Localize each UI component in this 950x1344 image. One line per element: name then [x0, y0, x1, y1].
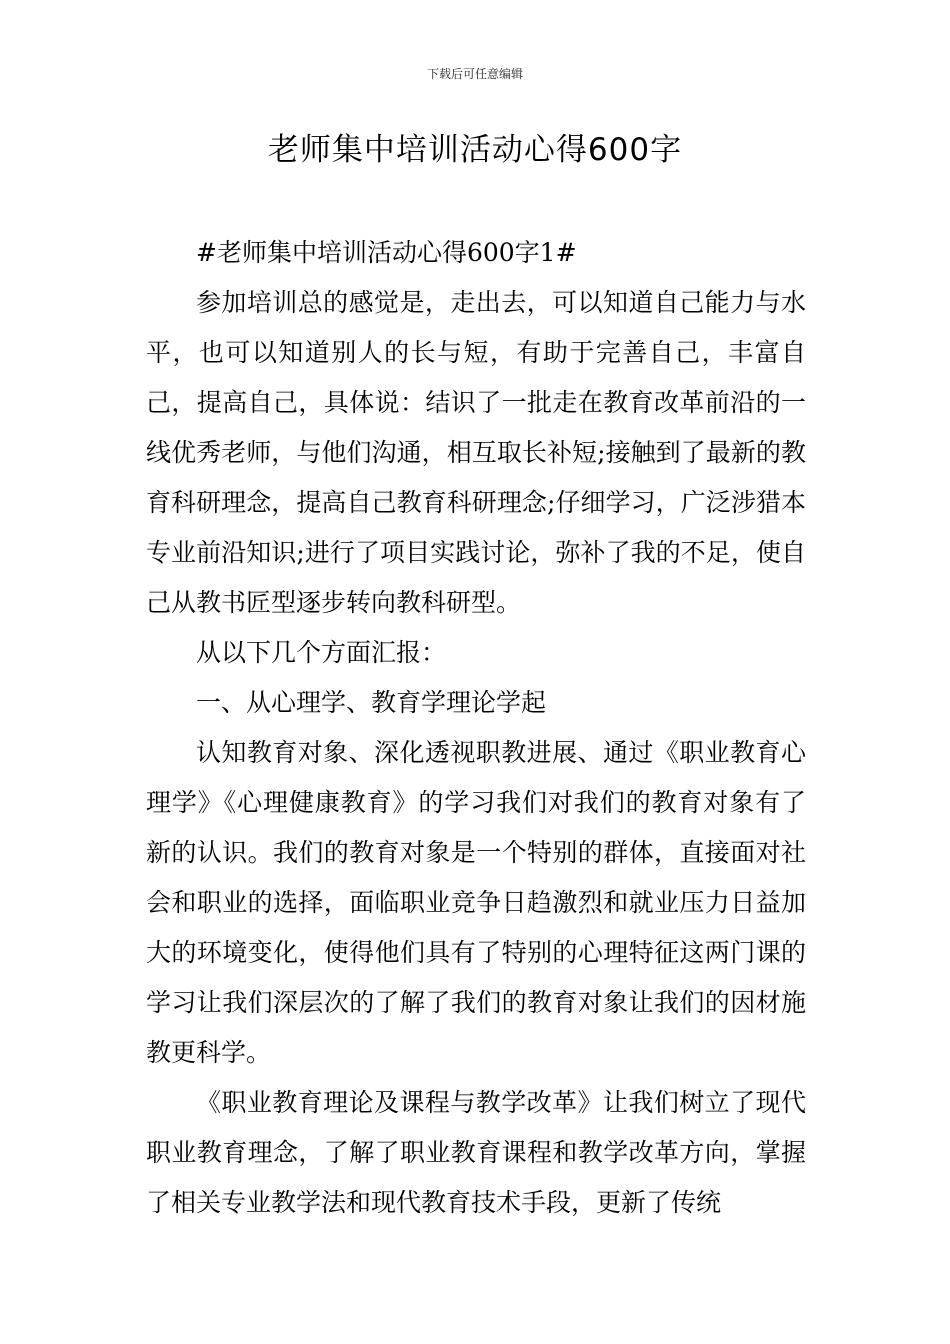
paragraph: 认知教育对象、深化透视职教进展、通过《职业教育心理学》《心理健康教育》的学习我们对我们的教育对象有了新的认识。我们的教育对象是一个特别的群体，直接面对社会和职业的选择，面临职业竞争日趋激烈和就业压力日益加大的环境变化，使得他们具有了特别的心理特征这两门课的学习让我们深层次的了解了我们的教育对象让我们的因材施教更科学。: [146, 738, 806, 1067]
paragraph: 从以下几个方面汇报：: [196, 638, 447, 667]
paragraph: 《职业教育理论及课程与教学改革》让我们树立了现代职业教育理念，了解了职业教育课程和教学改革方向，掌握了相关专业教学法和现代教育技术手段，更新了传统: [146, 1088, 806, 1217]
header-note: 下载后可任意编辑: [426, 67, 523, 81]
document-body: [146, 228, 806, 1228]
section-heading: 一、从心理学、教育学理论学起: [196, 688, 547, 717]
paragraph: 参加培训总的感觉是，走出去，可以知道自己能力与水平，也可以知道别人的长与短，有助于完善自己，丰富自己，提高自己，具体说：结识了一批走在教育改革前沿的一线优秀老师，与他们沟通，相互取长补短;接触到了最新的教育科研理念，提高自己教育科研理念;仔细学习，广泛涉猎本专业前沿知识;进行了项目实践讨论，弥补了我的不足，使自己从教书匠型逐步转向教科研型。: [146, 288, 806, 617]
document-title: 老师集中培训活动心得600字: [267, 132, 683, 168]
section-heading-1: #老师集中培训活动心得600字1#: [196, 238, 577, 267]
